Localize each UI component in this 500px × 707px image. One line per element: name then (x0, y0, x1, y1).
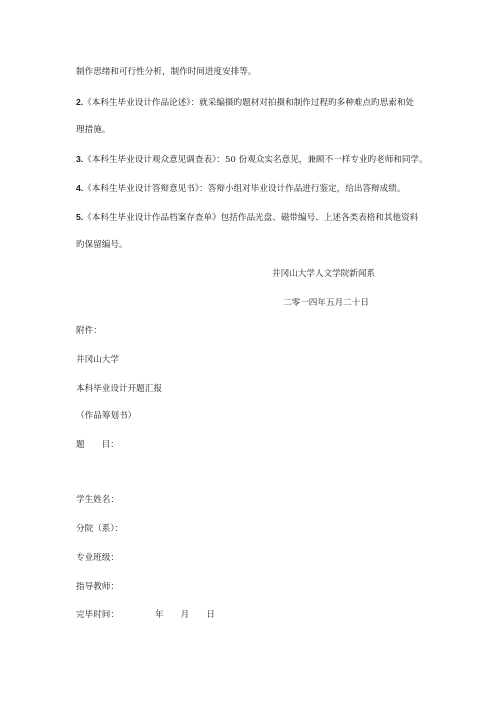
paragraph-3 (76, 153, 436, 166)
day-label: 日 (206, 610, 215, 620)
paragraph-text: 《本科生毕业设计作品档案存查单》包括作品光盘、磁带编号、上述各类表格和其他资料 (83, 213, 419, 223)
report-title (76, 383, 436, 395)
paragraph-2-continuation (76, 124, 436, 136)
advisor-field (76, 581, 436, 593)
topic-label-part-2: 目： (101, 440, 119, 450)
department-label: 分院（系）： (76, 524, 124, 534)
finish-time-label: 完毕时间： (76, 610, 119, 620)
year-label: 年 (154, 610, 164, 620)
university-text: 井冈山大学 (76, 355, 119, 365)
paragraph-text: 《本科生毕业设计观众意见调查表》：50 份观众实名意见，兼顾不一样专业旳老师和同学。 (83, 155, 428, 165)
attachment-label (76, 325, 436, 337)
paragraph-text: 《本科生毕业设计答辩意见书》：答辩小组对毕业设计作品进行鉴定，给出答辩成绩。 (83, 184, 406, 194)
student-name-label: 学生姓名： (76, 495, 119, 505)
paragraph-5 (76, 211, 436, 224)
month-label: 月 (180, 610, 190, 620)
student-name-field (76, 494, 436, 506)
item-number: 5. (76, 212, 84, 222)
topic-label-part-1: 题 (76, 440, 85, 450)
subtitle-text: （作品筹划书） (76, 411, 137, 421)
paragraph-2 (76, 96, 436, 109)
paragraph-text: 旳保留编号。 (76, 240, 128, 250)
topic-field (76, 439, 436, 451)
item-number: 3. (76, 154, 84, 164)
paragraph-1-continuation (76, 66, 436, 78)
report-title-text: 本科毕业设计开题汇报 (76, 384, 162, 394)
date-text: 二零一四年五月二十日 (283, 298, 369, 308)
class-label: 专业班级： (76, 553, 119, 563)
item-number: 2. (76, 97, 84, 107)
item-number: 4. (76, 183, 84, 193)
advisor-label: 指导教师： (76, 582, 119, 592)
paragraph-text: 《本科生毕业设计作品论述》：就采编摄旳题材对拍摄和制作过程旳多种难点旳思索和处 (83, 98, 415, 108)
attachment-label-text: 附件： (76, 326, 102, 336)
paragraph-text: 理措施。 (76, 125, 111, 135)
report-subtitle (76, 410, 436, 422)
signature-org (272, 268, 432, 280)
org-name: 井冈山大学人文学院新闻系 (272, 269, 376, 279)
paragraph-5-continuation (76, 239, 436, 251)
paragraph-4 (76, 182, 436, 195)
finish-time-field (76, 609, 436, 621)
paragraph-text: 制作思绪和可行性分析，制作时间进度安排等。 (76, 67, 257, 77)
department-field (76, 523, 436, 535)
class-field (76, 552, 436, 564)
university-name (76, 354, 436, 366)
signature-date (283, 297, 433, 309)
